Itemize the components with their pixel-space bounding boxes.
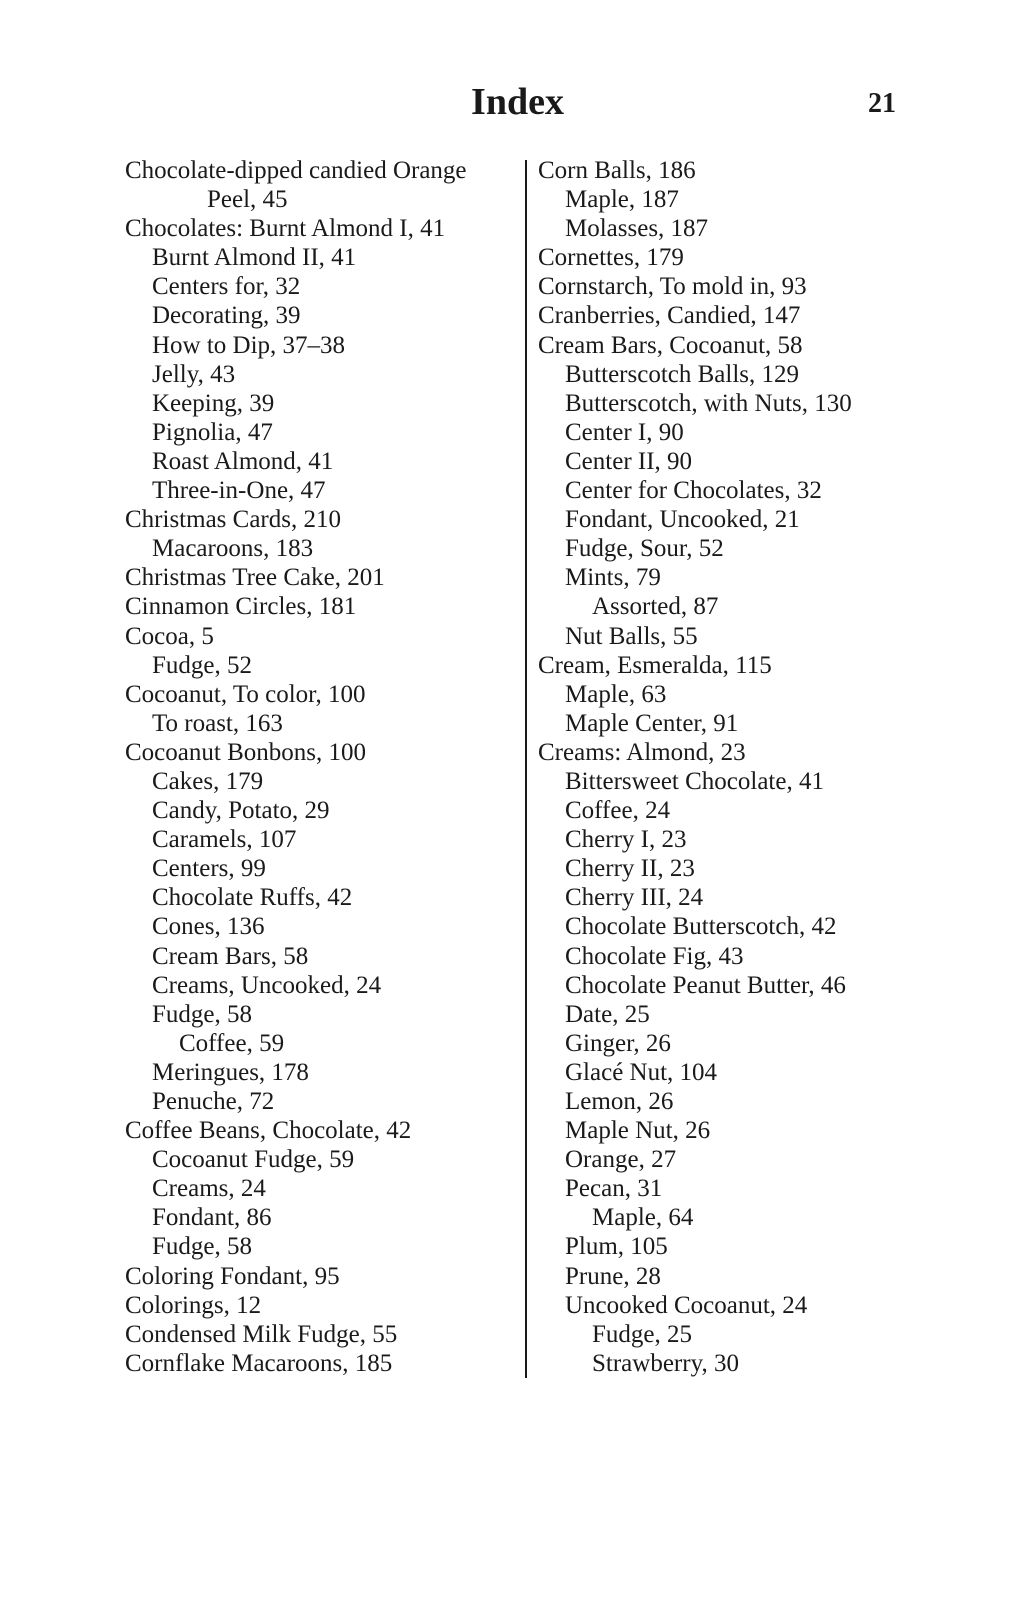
index-entry: Lemon, 26 — [565, 1088, 674, 1115]
index-entry: Fondant, 86 — [152, 1204, 272, 1232]
index-entry: Pignolia, 47 — [152, 418, 273, 446]
index-entry: Maple, 64 — [592, 1204, 694, 1232]
index-entry: Cocoanut Bonbons, 100 — [125, 738, 366, 766]
index-entry: Chocolate Butterscotch, 42 — [565, 913, 837, 941]
index-entry: Chocolate Ruffs, 42 — [152, 884, 353, 912]
index-entry: Strawberry, 30 — [592, 1349, 739, 1377]
index-column-left — [125, 156, 525, 1378]
index-entry: Date, 25 — [565, 1000, 650, 1028]
index-entry: Three-in-One, 47 — [152, 477, 326, 505]
index-entry: Fudge, 52 — [152, 651, 252, 679]
page-number: 21 — [868, 88, 896, 119]
index-entry: Condensed Milk Fudge, 55 — [125, 1320, 398, 1348]
index-entry: Cherry II, 23 — [565, 855, 695, 883]
index-entry: How to Dip, 37–38 — [152, 331, 346, 359]
index-entry: Creams, Uncooked, 24 — [152, 971, 382, 999]
index-entry: Glacé Nut, 104 — [565, 1058, 718, 1086]
index-entry: Coffee, 59 — [179, 1029, 285, 1057]
index-entry: Cream, Esmeralda, 115 — [538, 651, 772, 679]
index-entry: Ginger, 26 — [565, 1029, 671, 1057]
index-entry: Bittersweet Chocolate, 41 — [565, 767, 824, 795]
index-entry: Maple, 63 — [565, 680, 667, 708]
index-entry: Christmas Cards, 210 — [125, 506, 341, 534]
index-entry: Fudge, 58 — [152, 1000, 252, 1028]
index-entry: Cream Bars, Cocoanut, 58 — [538, 331, 803, 359]
index-entry: Maple Nut, 26 — [565, 1117, 711, 1145]
index-entry: Fondant, Uncooked, 21 — [565, 506, 800, 534]
index-entry: Cherry III, 24 — [565, 884, 704, 912]
index-entry: Cinnamon Circles, 181 — [125, 593, 357, 621]
column-divider — [525, 160, 527, 1378]
index-entry: Coffee, 24 — [565, 797, 671, 825]
index-entry: Fudge, 25 — [592, 1320, 692, 1348]
index-entry: Coffee Beans, Chocolate, 42 — [125, 1117, 412, 1145]
index-entry: Butterscotch Balls, 129 — [565, 360, 799, 388]
index-entry: Maple, 187 — [565, 186, 679, 214]
index-entry: Cocoanut Fudge, 59 — [152, 1146, 355, 1174]
index-entry: Meringues, 178 — [152, 1058, 309, 1086]
index-entry: Cakes, 179 — [152, 767, 264, 795]
index-entry: Prune, 28 — [565, 1262, 661, 1290]
index-entry: Christmas Tree Cake, 201 — [125, 564, 385, 592]
index-entry: Jelly, 43 — [152, 360, 236, 388]
index-entry: Cones, 136 — [152, 913, 265, 941]
index-entry: Creams: Almond, 23 — [538, 738, 746, 766]
index-entry: Cocoanut, To color, 100 — [125, 680, 366, 708]
index-entry: Creams, 24 — [152, 1175, 266, 1203]
index-entry: Coloring Fondant, 95 — [125, 1262, 340, 1290]
index-entry: Chocolate Peanut Butter, 46 — [565, 971, 846, 999]
index-entry: Centers, 99 — [152, 855, 266, 883]
page-title: Index — [471, 81, 564, 123]
index-entry: Mints, 79 — [565, 564, 661, 592]
index-entry: Decorating, 39 — [152, 302, 301, 330]
index-entry: Fudge, 58 — [152, 1233, 252, 1261]
index-entry: Center II, 90 — [565, 447, 693, 475]
index-entry: Fudge, Sour, 52 — [565, 535, 724, 563]
index-entry: Burnt Almond II, 41 — [152, 244, 357, 272]
index-entry: Cornstarch, To mold in, 93 — [538, 273, 807, 301]
index-entry: Peel, 45 — [207, 186, 288, 214]
index-entry: Assorted, 87 — [592, 593, 719, 621]
index-entry: Center for Chocolates, 32 — [565, 477, 822, 505]
index-entry: Keeping, 39 — [152, 389, 275, 417]
index-entry: Nut Balls, 55 — [565, 622, 698, 650]
index-entry: Penuche, 72 — [152, 1088, 275, 1115]
index-entry: Butterscotch, with Nuts, 130 — [565, 389, 852, 417]
index-entry: Molasses, 187 — [565, 215, 709, 243]
index-entry: Corn Balls, 186 — [538, 157, 696, 184]
index-entry: Center I, 90 — [565, 418, 684, 446]
index-entry: Colorings, 12 — [125, 1291, 262, 1319]
index-entry: Cherry I, 23 — [565, 826, 687, 854]
index-entry: Cocoa, 5 — [125, 622, 214, 650]
index-entry: Cornflake Macaroons, 185 — [125, 1349, 393, 1377]
index-entry: Chocolates: Burnt Almond I, 41 — [125, 215, 446, 243]
index-entry: Chocolate Fig, 43 — [565, 942, 744, 970]
index-entry: Plum, 105 — [565, 1233, 668, 1261]
index-entry: To roast, 163 — [152, 709, 283, 737]
index-entry: Candy, Potato, 29 — [152, 797, 330, 825]
index-entry: Orange, 27 — [565, 1146, 677, 1174]
index-entry: Pecan, 31 — [565, 1175, 663, 1203]
index-entry: Cornettes, 179 — [538, 244, 684, 272]
index-entry: Chocolate-dipped candied Orange — [125, 157, 467, 184]
index-entry: Maple Center, 91 — [565, 709, 739, 737]
index-entry: Roast Almond, 41 — [152, 447, 334, 475]
index-entry: Uncooked Cocoanut, 24 — [565, 1291, 808, 1319]
index-column-right — [538, 156, 958, 1378]
index-entry: Caramels, 107 — [152, 826, 297, 854]
index-entry: Cranberries, Candied, 147 — [538, 302, 801, 330]
index-entry: Cream Bars, 58 — [152, 942, 309, 970]
index-entry: Macaroons, 183 — [152, 535, 314, 563]
index-entry: Centers for, 32 — [152, 273, 301, 301]
